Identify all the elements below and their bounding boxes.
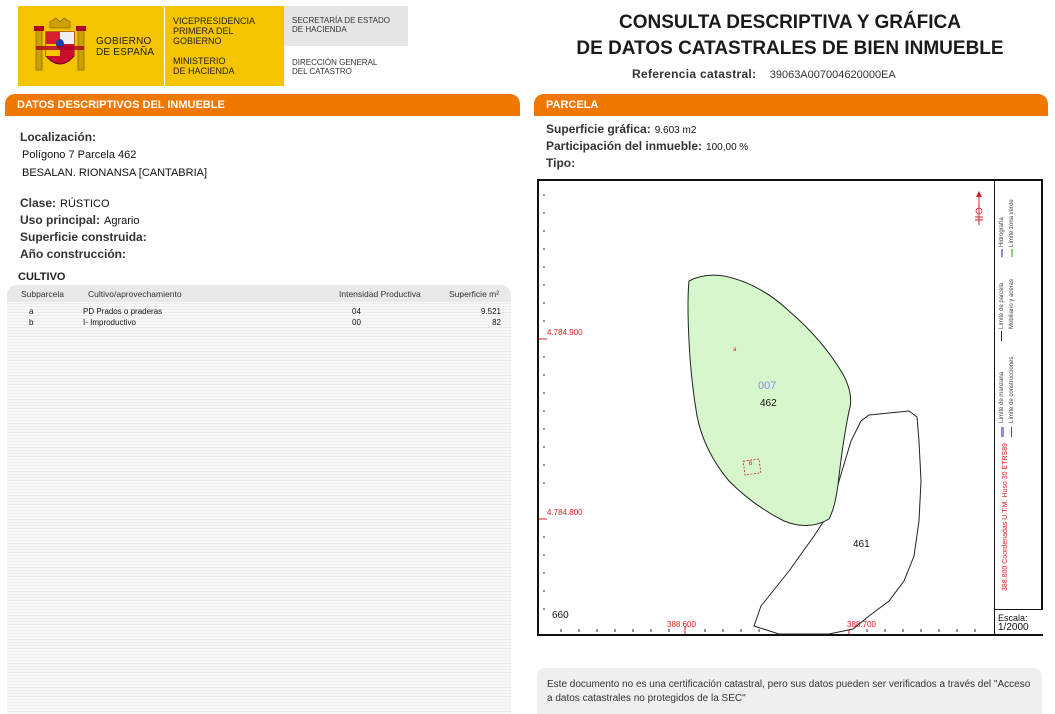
col-intensidad: Intensidad Productiva — [339, 289, 421, 299]
superficie-construida-label: Superficie construida: — [20, 230, 147, 244]
uso-label: Uso principal: — [20, 213, 101, 227]
table-row — [7, 318, 511, 329]
participacion-field — [546, 139, 748, 153]
anio-construccion-label: Año construcción: — [20, 247, 127, 261]
direccion-text: DIRECCIÓN GENERAL DEL CATASTRO — [292, 58, 378, 76]
parcel-462-label: 462 — [760, 398, 777, 409]
col-superficie: Superficie m² — [449, 289, 500, 299]
legend-limite-parcela: Límite de parcela — [999, 282, 1005, 329]
participacion-label: Participación del inmueble: — [546, 139, 703, 153]
clase-label: Clase: — [20, 196, 57, 210]
cell-subparcela: a — [29, 307, 34, 316]
reference-value: 39063A007004620000EA — [769, 69, 896, 81]
map-scale — [994, 609, 1043, 634]
legend-limite-parcela-swatch — [1001, 331, 1002, 341]
left-ticks — [543, 195, 545, 609]
parcel-461-label: 461 — [853, 539, 870, 550]
superficie-grafica-value: 9.603 m2 — [654, 125, 697, 136]
clase-value: RÚSTICO — [60, 198, 110, 210]
superficie-grafica-field — [546, 122, 696, 136]
cell-superficie: 82 — [492, 318, 501, 327]
table-row — [7, 307, 511, 318]
clase-field — [20, 196, 110, 210]
section-header-parcela: PARCELA — [534, 94, 1048, 116]
verification-notice: Este documento no es una certificación catastral, pero sus datos pueden ser verificados a través del "Acceso a datos catastrales no protegidos de la SEC" — [537, 668, 1042, 714]
reference-label: Referencia catastral: — [632, 67, 757, 81]
vicepresidencia-text: VICEPRESIDENCIA PRIMERA DEL GOBIERNO — [173, 16, 256, 46]
ministerio-text: MINISTERIO DE HACIENDA — [173, 56, 235, 76]
institution-logos — [18, 6, 408, 86]
subparcel-a-label: a — [733, 347, 737, 353]
title-line-2: DE DATOS CATASTRALES DE BIEN INMUEBLE — [576, 38, 1004, 59]
vicepresidencia-block — [164, 6, 284, 86]
localizacion-line-1: Polígono 7 Parcela 462 — [22, 149, 137, 161]
legend-limite-manzana-swatch — [1001, 427, 1004, 437]
col-subparcela: Subparcela — [21, 289, 65, 299]
scale-value: 1/2000 — [998, 622, 1029, 633]
uso-value: Agrario — [104, 215, 140, 227]
y-coord-label-top: 4.784.900 — [547, 328, 583, 337]
cultivo-table — [7, 285, 511, 714]
legend-zona-verde: Límite zona verde — [1009, 199, 1015, 247]
cell-cultivo: PD Prados o praderas — [83, 307, 163, 316]
page-title — [540, 10, 1040, 62]
map-legend — [994, 181, 1043, 634]
legend-limite-manzana: Límite de manzana — [999, 371, 1005, 423]
gobierno-text: GOBIERNO DE ESPAÑA — [96, 36, 155, 58]
participacion-value: 100,00 % — [706, 142, 749, 153]
legend-hidrografia-swatch — [1001, 249, 1003, 257]
cell-subparcela: b — [29, 318, 34, 327]
legend-limite-construcciones-swatch — [1011, 427, 1012, 437]
cultivo-title: CULTIVO — [18, 271, 66, 283]
localizacion-line-2: BESALAN. RIONANSA [CANTABRIA] — [22, 167, 208, 179]
north-arrow-icon — [975, 191, 983, 225]
col-cultivo: Cultivo/aprovechamiento — [88, 289, 182, 299]
legend-hidrografia: Hidrografía — [999, 217, 1005, 247]
localizacion-label: Localización: — [20, 130, 97, 144]
section-header-descriptivos: DATOS DESCRIPTIVOS DEL INMUEBLE — [5, 94, 520, 116]
table-header — [7, 285, 511, 302]
x-coord-label-left: 388.600 — [667, 620, 696, 629]
superficie-grafica-label: Superficie gráfica: — [546, 122, 651, 136]
cell-intensidad: 04 — [352, 307, 361, 316]
cell-superficie: 9.521 — [480, 307, 501, 316]
spain-coat-of-arms-icon — [32, 16, 88, 78]
tipo-label: Tipo: — [546, 156, 576, 170]
legend-coordinates-note: 388.800 Coordenadas U.T.M. Huso 30 ETRS89 — [1002, 443, 1009, 591]
cadastral-map[interactable] — [537, 179, 1043, 636]
y-coord-label-bottom: 4.784.800 — [547, 508, 583, 517]
gobierno-logo — [18, 6, 164, 86]
subparcel-b-label: b — [749, 461, 753, 467]
cell-cultivo: I- Improductivo — [83, 318, 136, 327]
legend-zona-verde-swatch — [1011, 249, 1013, 257]
legend-limite-construcciones: Límite de construcciones — [1009, 356, 1015, 423]
secretaria-block — [284, 6, 408, 86]
title-line-1: CONSULTA DESCRIPTIVA Y GRÁFICA — [618, 12, 962, 33]
x-coord-label-right: 388.700 — [847, 620, 876, 629]
reference-line — [632, 67, 896, 81]
legend-mobiliario: Mobiliario y aceras — [1009, 278, 1015, 329]
parcel-number-label: 007 — [758, 380, 777, 392]
secretaria-text: SECRETARÍA DE ESTADO DE HACIENDA — [284, 6, 408, 46]
uso-field — [20, 213, 139, 227]
parcel-660-label: 660 — [552, 610, 569, 621]
scale-label: Escala: — [998, 613, 1028, 623]
cell-intensidad: 00 — [352, 318, 361, 327]
